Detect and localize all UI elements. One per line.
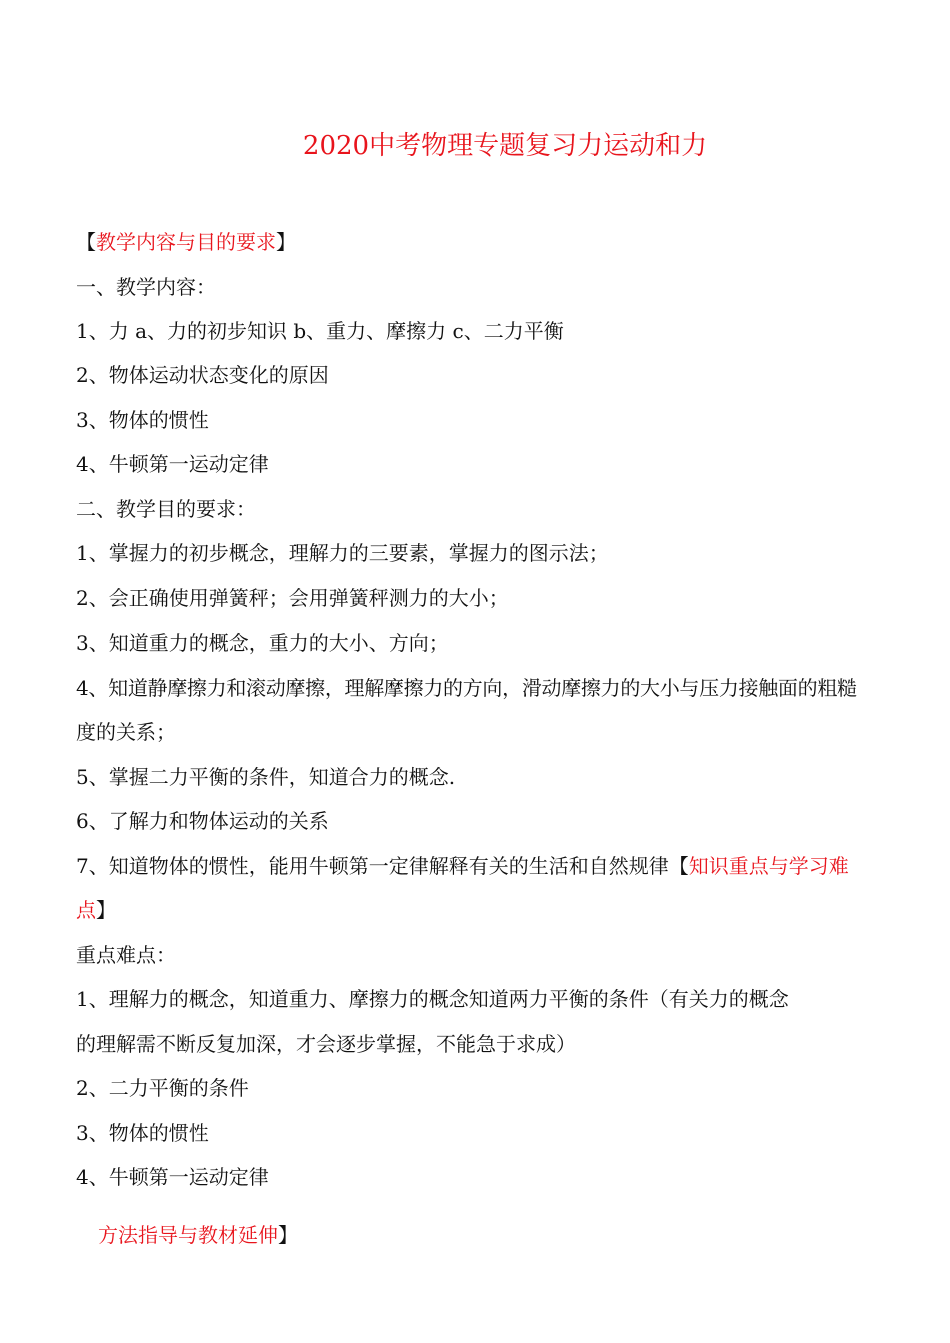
section-heading-methods — [98, 1221, 298, 1249]
key-item-4: 4、牛顿第一运动定律 — [76, 1165, 269, 1189]
key-item-2: 2、二力平衡的条件 — [76, 1076, 249, 1100]
key-item-1-continued: 的理解需不断反复加深，才会逐步掌握，不能急于求成） — [76, 1032, 576, 1056]
goal-item-1: 1、掌握力的初步概念，理解力的三要素，掌握力的图示法； — [76, 541, 609, 565]
bracket-close: 】 — [278, 1223, 298, 1247]
section-label-key-points: 知识重点与学习难 — [688, 854, 849, 878]
section-label: 方法指导与教材延伸 — [98, 1223, 278, 1247]
goals-heading: 二、教学目的要求： — [76, 497, 256, 521]
content-heading: 一、教学内容： — [76, 275, 216, 299]
goal-item-4-continued: 度的关系； — [76, 720, 176, 744]
content-item-2: 2、物体运动状态变化的原因 — [76, 363, 329, 387]
goal-item-7-continued — [76, 896, 116, 924]
bracket-open: 【 — [668, 854, 689, 878]
key-item-3: 3、物体的惯性 — [76, 1121, 209, 1145]
goal-item-3: 3、知道重力的概念，重力的大小、方向； — [76, 631, 449, 655]
goal-item-5: 5、掌握二力平衡的条件，知道合力的概念. — [76, 765, 456, 789]
content-item-1: 1、力 a、力的初步知识 b、重力、摩擦力 c、二力平衡 — [76, 319, 564, 343]
section-label-key-points-end: 点 — [76, 898, 96, 922]
goal-item-4: 4、知道静摩擦力和滚动摩擦，理解摩擦力的方向，滑动摩擦力的大小与压力接触面的粗糙 — [76, 676, 857, 700]
bracket-open: 【 — [76, 230, 96, 254]
goal-item-6: 6、了解力和物体运动的关系 — [76, 809, 329, 833]
key-heading: 重点难点： — [76, 943, 176, 967]
section-heading-goals — [76, 228, 296, 256]
key-item-1: 1、理解力的概念，知道重力、摩擦力的概念知道两力平衡的条件（有关力的概念 — [76, 987, 789, 1011]
bracket-close: 】 — [276, 230, 296, 254]
page-title: 2020中考物理专题复习力运动和力 — [302, 131, 708, 161]
content-item-4: 4、牛顿第一运动定律 — [76, 452, 269, 476]
section-label: 教学内容与目的要求 — [96, 230, 276, 254]
goal-item-7 — [76, 852, 849, 880]
bracket-close: 】 — [96, 898, 116, 922]
goal-item-2: 2、会正确使用弹簧秤；会用弹簧秤测力的大小； — [76, 586, 509, 610]
content-item-3: 3、物体的惯性 — [76, 408, 209, 432]
goal-item-7-text: 7、知道物体的惯性，能用牛顿第一定律解释有关的生活和自然规律 — [76, 854, 669, 878]
